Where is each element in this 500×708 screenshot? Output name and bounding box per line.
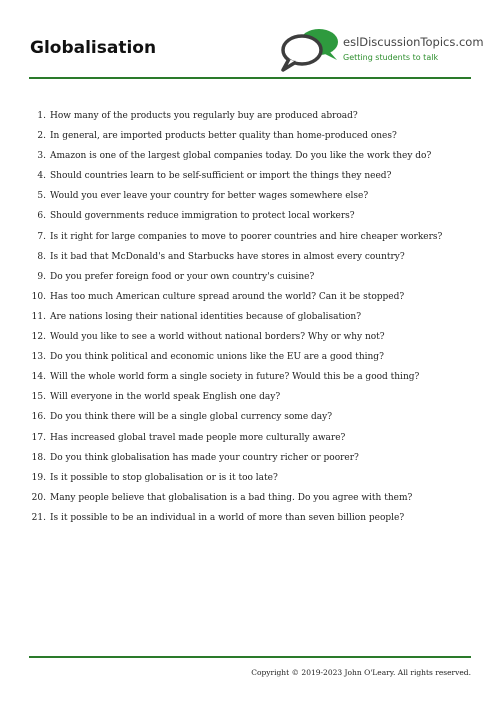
question-text: Are nations losing their national identities because of globalisation? — [50, 311, 362, 322]
question-text: Do you think political and economic unions like the EU are a good thing? — [50, 352, 384, 363]
question-text: Would you like to see a world without national borders? Why or why not? — [50, 332, 385, 343]
question-number: 5. — [37, 191, 46, 202]
question-text: Is it possible to stop globalisation or is it too late? — [50, 472, 278, 483]
list-item — [29, 448, 479, 468]
question-text: How many of the products you regularly buy are produced abroad? — [50, 111, 358, 121]
speech-bubbles-icon — [279, 26, 341, 74]
question-number: 20. — [31, 492, 46, 503]
question-number: 1. — [37, 111, 46, 121]
question-number: 13. — [31, 352, 46, 363]
question-number: 17. — [31, 432, 46, 443]
list-item — [29, 347, 479, 367]
question-text: In general, are imported products better quality than home-produced ones? — [50, 131, 397, 142]
page-header — [0, 0, 500, 80]
question-number: 18. — [31, 452, 46, 463]
question-text: Do you prefer foreign food or your own country's cuisine? — [50, 271, 315, 282]
list-item — [29, 166, 479, 186]
question-number: 16. — [31, 412, 46, 423]
question-text: Should countries learn to be self-sufficient or import the things they need? — [50, 171, 392, 182]
list-item — [29, 508, 479, 528]
question-list — [29, 106, 479, 528]
site-logo[interactable] — [279, 26, 484, 74]
question-number: 3. — [37, 151, 46, 162]
question-number: 12. — [31, 332, 46, 343]
question-number: 6. — [37, 211, 46, 222]
list-item — [29, 287, 479, 307]
question-text: Amazon is one of the largest global companies today. Do you like the work they do? — [50, 151, 432, 162]
question-text: Is it possible to be an individual in a world of more than seven billion people? — [50, 512, 405, 523]
list-item — [29, 206, 479, 226]
list-item — [29, 146, 479, 166]
question-text: Should governments reduce immigration to protect local workers? — [50, 211, 355, 222]
question-text: Has too much American culture spread around the world? Can it be stopped? — [50, 291, 405, 302]
site-name: eslDiscussionTopics.com — [343, 35, 484, 49]
question-number: 14. — [31, 372, 46, 383]
footer-divider — [29, 656, 471, 658]
question-number: 10. — [31, 291, 46, 302]
question-text: Many people believe that globalisation is a bad thing. Do you agree with them? — [50, 492, 413, 503]
question-text: Will the whole world form a single society in future? Would this be a good thing? — [50, 372, 420, 383]
list-item — [29, 126, 479, 146]
question-text: Is it right for large companies to move to poorer countries and hire cheaper workers? — [50, 231, 443, 242]
question-number: 11. — [31, 311, 46, 322]
list-item — [29, 247, 479, 267]
list-item — [29, 468, 479, 488]
question-text: Has increased global travel made people more culturally aware? — [50, 432, 346, 443]
question-text: Do you think globalisation has made your country richer or poorer? — [50, 452, 359, 463]
list-item — [29, 186, 479, 206]
list-item — [29, 367, 479, 387]
question-number: 2. — [37, 131, 46, 142]
copyright-notice: Copyright © 2019-2023 John O'Leary. All rights reserved. — [251, 668, 471, 677]
site-tagline: Getting students to talk — [343, 53, 439, 62]
list-item — [29, 327, 479, 347]
list-item — [29, 106, 479, 126]
list-item — [29, 227, 479, 247]
page-title: Globalisation — [30, 38, 157, 58]
question-number: 15. — [31, 392, 46, 403]
question-number: 19. — [31, 472, 46, 483]
question-number: 8. — [37, 251, 46, 262]
question-text: Would you ever leave your country for better wages somewhere else? — [50, 191, 369, 202]
list-item — [29, 407, 479, 427]
list-item — [29, 488, 479, 508]
list-item — [29, 387, 479, 407]
question-number: 21. — [31, 512, 46, 523]
question-text: Will everyone in the world speak English one day? — [50, 392, 281, 403]
question-text: Do you think there will be a single global currency some day? — [50, 412, 333, 423]
question-number: 7. — [37, 231, 46, 242]
list-item — [29, 267, 479, 287]
question-text: Is it bad that McDonald's and Starbucks have stores in almost every country? — [50, 251, 405, 262]
header-divider — [29, 77, 471, 79]
question-number: 9. — [37, 271, 46, 282]
list-item — [29, 307, 479, 327]
list-item — [29, 428, 479, 448]
question-number: 4. — [37, 171, 46, 182]
